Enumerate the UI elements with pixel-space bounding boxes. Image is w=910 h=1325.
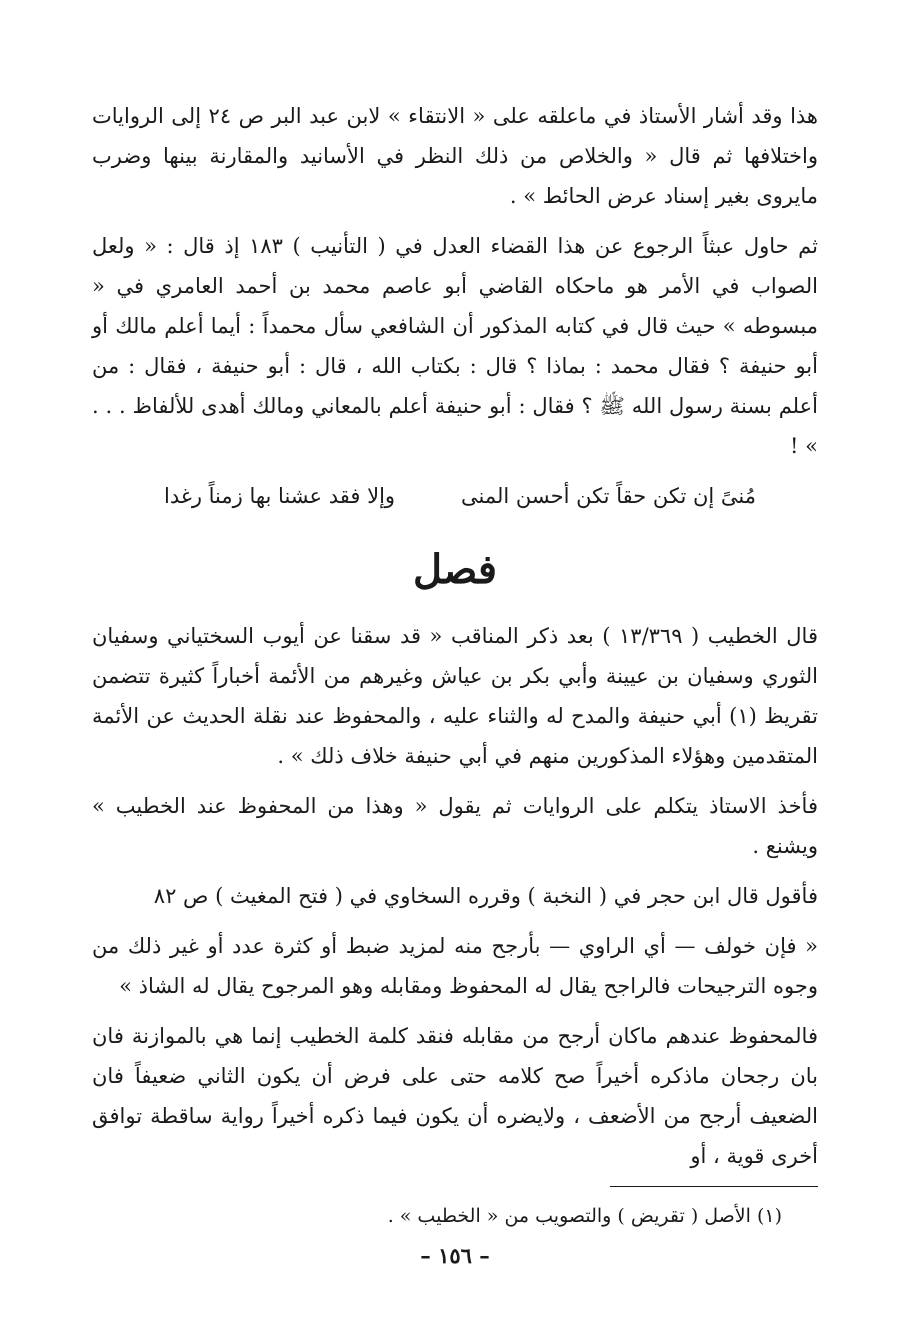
paragraph-1: هذا وقد أشار الأستاذ في ماعلقه على « الانتقاء » لابن عبد البر ص ٢٤ إلى الروايات واختلافها ثم قال « والخلاص من ذلك النظر في الأسانيد والمقارنة بينها وضرب مايروى بغير إسناد عرض الحائط » . bbox=[92, 104, 818, 208]
verse-second-hemistich: وإلا فقد عشنا بها زمناً رغدا bbox=[164, 484, 396, 508]
paragraph-7: فالمحفوظ عندهم ماكان أرجح من مقابله فنقد كلمة الخطيب إنما هي بالموازنة فان بان رجحان ماذكره أخيراً صح كلامه حتى على فرض أن يكون الثاني ضعيفاً فان الضعيف أرجح من الأضعف ، ولايضره أن يكون فيما ذكره أخيراً رواية ساقطة توافق أخرى قوية ، أو bbox=[92, 1024, 818, 1168]
footnote-divider bbox=[610, 1186, 818, 1187]
paragraph-6: « فإن خولف — أي الراوي — بأرجح منه لمزيد ضبط أو كثرة عدد أو غير ذلك من وجوه الترجيحات فالراجح يقال له المحفوظ ومقابله وهو المرجوح يقال له الشاذ » bbox=[92, 934, 818, 998]
poetry-verse bbox=[92, 476, 818, 516]
section-heading: فصل bbox=[412, 546, 498, 593]
verse-first-hemistich: مُنىً إن تكن حقاً تكن أحسن المنى bbox=[460, 484, 756, 508]
paragraph-3: قال الخطيب ( ١٣/٣٦٩ ) بعد ذكر المناقب « قد سقنا عن أيوب السختياني وسفيان الثوري وسفيان بن عيينة وأبي بكر بن عياش وغيرهم من الأئمة أخباراً كثيرة تتضمن تقريظ (١) أبي حنيفة والمدح له والثناء عليه ، والمحفوظ عند نقلة الحديث عن الأئمة المتقدمين وهؤلاء المذكورين منهم في أبي حنيفة خلاف ذلك » . bbox=[92, 624, 819, 768]
page-number: – ١٥٦ – bbox=[420, 1243, 490, 1268]
page-body bbox=[92, 96, 818, 1268]
paragraph-5: فأقول قال ابن حجر في ( النخبة ) وقرره السخاوي في ( فتح المغيث ) ص ٨٢ bbox=[153, 884, 818, 908]
footnote: (١) الأصل ( تقريض ) والتصويب من « الخطيب » . bbox=[387, 1205, 782, 1227]
paragraph-2: ثم حاول عبثاً الرجوع عن هذا القضاء العدل في ( التأنيب ) ١٨٣ إذ قال : « ولعل الصواب في الأمر هو ماحكاه القاضي أبو عاصم محمد بن أحمد العامري في « مبسوطه » حيث قال في كتابه المذكور أن الشافعي سأل محمداً : أيما أعلم مالك أو أبو حنيفة ؟ فقال محمد : بماذا ؟ قال : بكتاب الله ، قال : أبو حنيفة ، فقال : من أعلم بسنة رسول الله ﷺ ؟ فقال : أبو حنيفة أعلم بالمعاني ومالك أهدى للألفاظ . . . » ! bbox=[92, 234, 818, 458]
paragraph-4: فأخذ الاستاذ يتكلم على الروايات ثم يقول « وهذا من المحفوظ عند الخطيب » ويشنع . bbox=[92, 794, 818, 858]
